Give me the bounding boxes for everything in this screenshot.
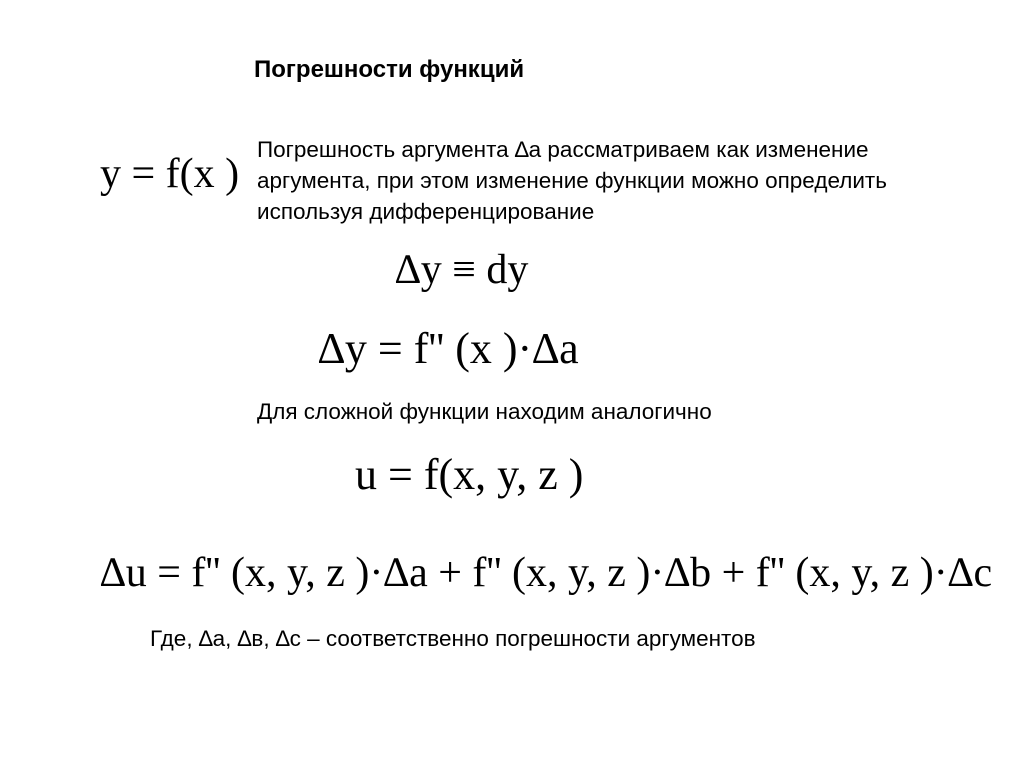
formula-delta-y-equiv-dy: ∆y ≡ dy	[395, 247, 529, 293]
intro-paragraph	[257, 134, 997, 227]
formula-y-equals-f-of-x: y = f(x )	[100, 151, 240, 197]
complex-function-text: Для сложной функции находим аналогично	[257, 399, 712, 424]
formula-u-equals-f-xyz: u = f(x, y, z )	[355, 450, 584, 499]
intro-line-2: аргумента, при этом изменение функции можно определить	[257, 168, 887, 193]
formula-delta-u-full: ∆u = f'' (x, y, z )·∆a + f'' (x, y, z )·∆b + f'' (x, y, z )·∆c	[100, 550, 993, 596]
where-explanation-text: Где, ∆а, ∆в, ∆с – соответственно погрешности аргументов	[150, 626, 756, 651]
formula-delta-y-derivative: ∆y = f'' (x )·∆a	[318, 324, 579, 373]
slide-title: Погрешности функций	[254, 56, 525, 83]
intro-line-1: Погрешность аргумента ∆а рассматриваем как изменение	[257, 137, 869, 162]
intro-line-3: используя дифференцирование	[257, 199, 595, 224]
